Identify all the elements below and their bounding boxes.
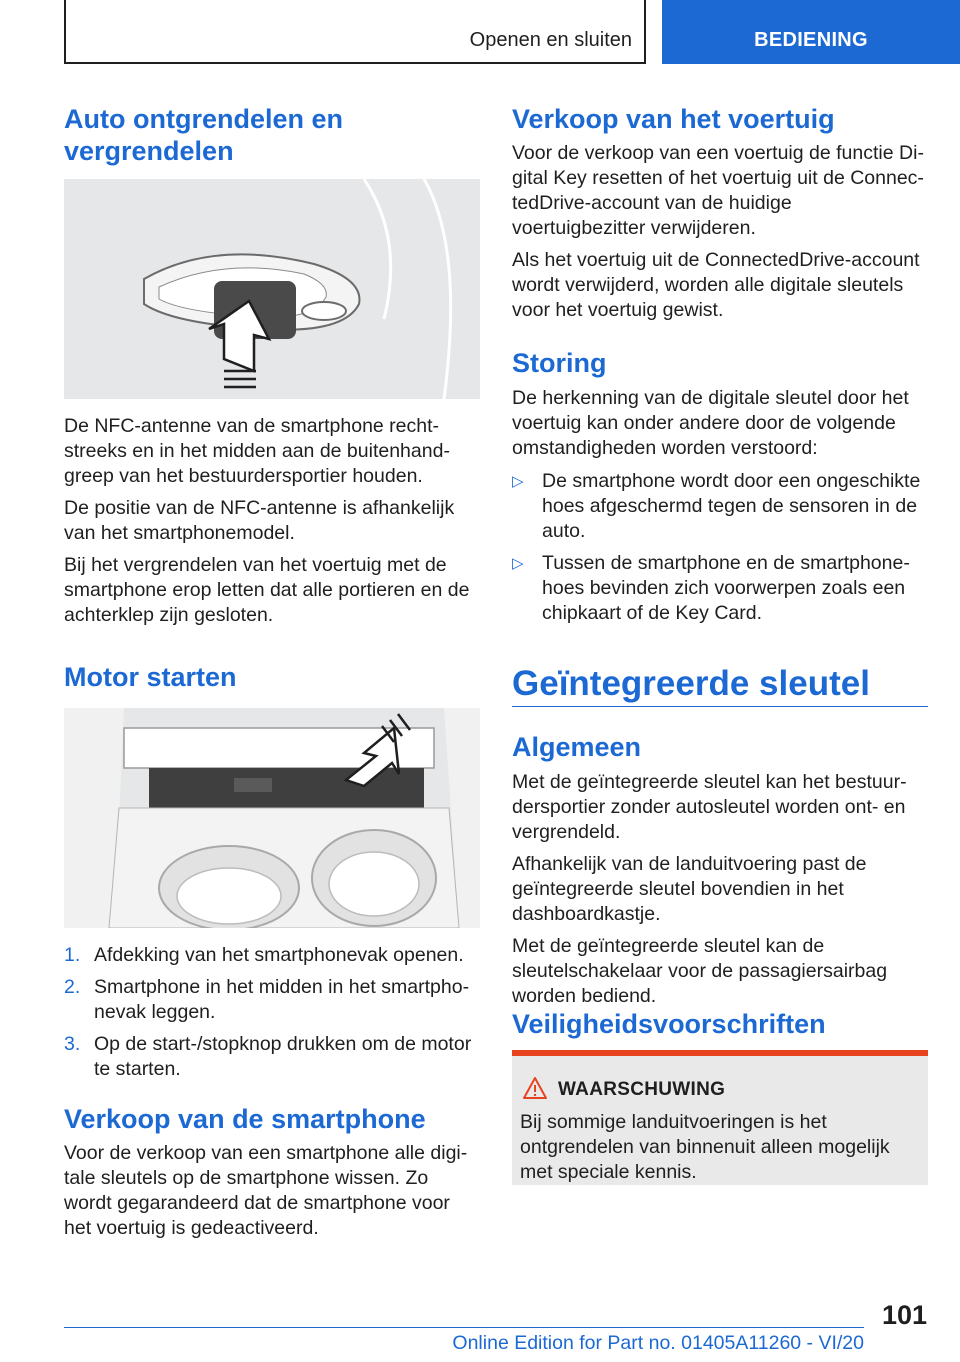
general-text [512,770,928,1009]
list-item [512,551,928,626]
unlock-heading: Auto ontgrendelen en vergrendelen [64,104,343,166]
step-text: Smartphone in het midden in het smartphonevak leggen. [94,976,470,1023]
step-text: Afdekking van het smartphonevak openen. [94,944,464,966]
door-handle-image [64,179,480,399]
unlock-paragraph: De positie van de NFC-antenne is afhankelijk van het smartphonemodel. [64,497,455,544]
step-text: Op de start-/stopknop drukken om de motor te starten. [94,1033,472,1080]
safety-heading: Veiligheidsvoorschriften [512,1009,826,1039]
fault-heading: Storing [512,348,607,378]
unlock-text [64,414,480,628]
sale-vehicle-paragraph: Als het voertuig uit de ConnectedDrive-account wordt verwijderd, worden alle digitale sleutels voor het voertuig gewist. [512,249,920,321]
sale-vehicle-text [512,141,928,323]
list-item [512,469,928,544]
smartphone-tray-image [64,708,480,928]
bullet-icon: ▷ [512,555,524,572]
header-chapter-label: BEDIENING [754,29,868,51]
general-paragraph: Met de geïntegreerde sleutel kan het bestuurdersportier zonder autosleutel worden ont- en vergrendeld. [512,771,907,843]
warning-box [512,1056,928,1185]
step-number: 2. [64,976,81,998]
start-heading: Motor starten [64,662,237,692]
header-section-title: Openen en sluiten [469,29,632,51]
smartphone-tray-illustration [64,708,480,928]
heading-rule [512,706,928,707]
sale-vehicle-paragraph: Voor de verkoop van een voertuig de functie Digital Key resetten of het voertuig uit de ConnectedDrive-account van de huidige voertuigbezitter verwijderen. [512,142,924,239]
header-chapter-tab [662,0,960,64]
warning-title: WAARSCHUWING [558,1079,726,1100]
page-number: 101 [881,1300,927,1330]
bullet-text: De smartphone wordt door een ongeschikte hoes afgeschermd tegen de sensoren in de auto. [542,470,921,542]
warning-triangle-icon [522,1076,548,1100]
general-paragraph: Met de geïntegreerde sleutel kan de sleutelschakelaar voor de passagiersairbag worden bediend. [512,935,888,1007]
header-section-box [64,0,646,64]
list-item [64,975,480,1025]
list-item [64,1032,480,1082]
unlock-paragraph: De NFC-antenne van de smartphone rechtstreeks en in het midden aan de buitenhandgreep van het bestuurdersportier houden. [64,415,450,487]
list-item [64,943,480,968]
general-paragraph: Afhankelijk van de landuitvoering past de geïntegreerde sleutel bovendien in het dashboardkastje. [512,853,867,925]
fault-text: De herkenning van de digitale sleutel door het voertuig kan onder andere door de volgende omstandigheden worden verstoord: [512,387,909,459]
bullet-text: Tussen de smartphone en de smartphonehoes bevinden zich voorwerpen zoals een chipkaart of de Key Card. [542,552,910,624]
footer-edition: Online Edition for Part no. 01405A11260 - VI/20 [452,1332,864,1354]
step-number: 1. [64,944,81,966]
unlock-paragraph: Bij het vergrendelen van het voertuig met de smartphone erop letten dat alle portieren en de achterklep zijn gesloten. [64,554,470,626]
bullet-icon: ▷ [512,473,524,490]
door-handle-illustration [64,179,480,399]
step-number: 3. [64,1033,81,1055]
warning-text: Bij sommige landuitvoeringen is het ontgrendelen van binnenuit alleen mogelijk met speciale kennis. [520,1111,890,1183]
sale-vehicle-heading: Verkoop van het voertuig [512,104,835,134]
footer-rule [64,1327,864,1328]
sale-phone-heading: Verkoop van de smartphone [64,1104,426,1134]
sale-phone-text: Voor de verkoop van een smartphone alle digitale sleutels op de smartphone wissen. Zo wordt gegarandeerd dat de smartphone voor het voertuig is gedeactiveerd. [64,1142,468,1239]
general-heading: Algemeen [512,732,642,762]
integrated-key-heading: Geïntegreerde sleutel [512,664,870,703]
